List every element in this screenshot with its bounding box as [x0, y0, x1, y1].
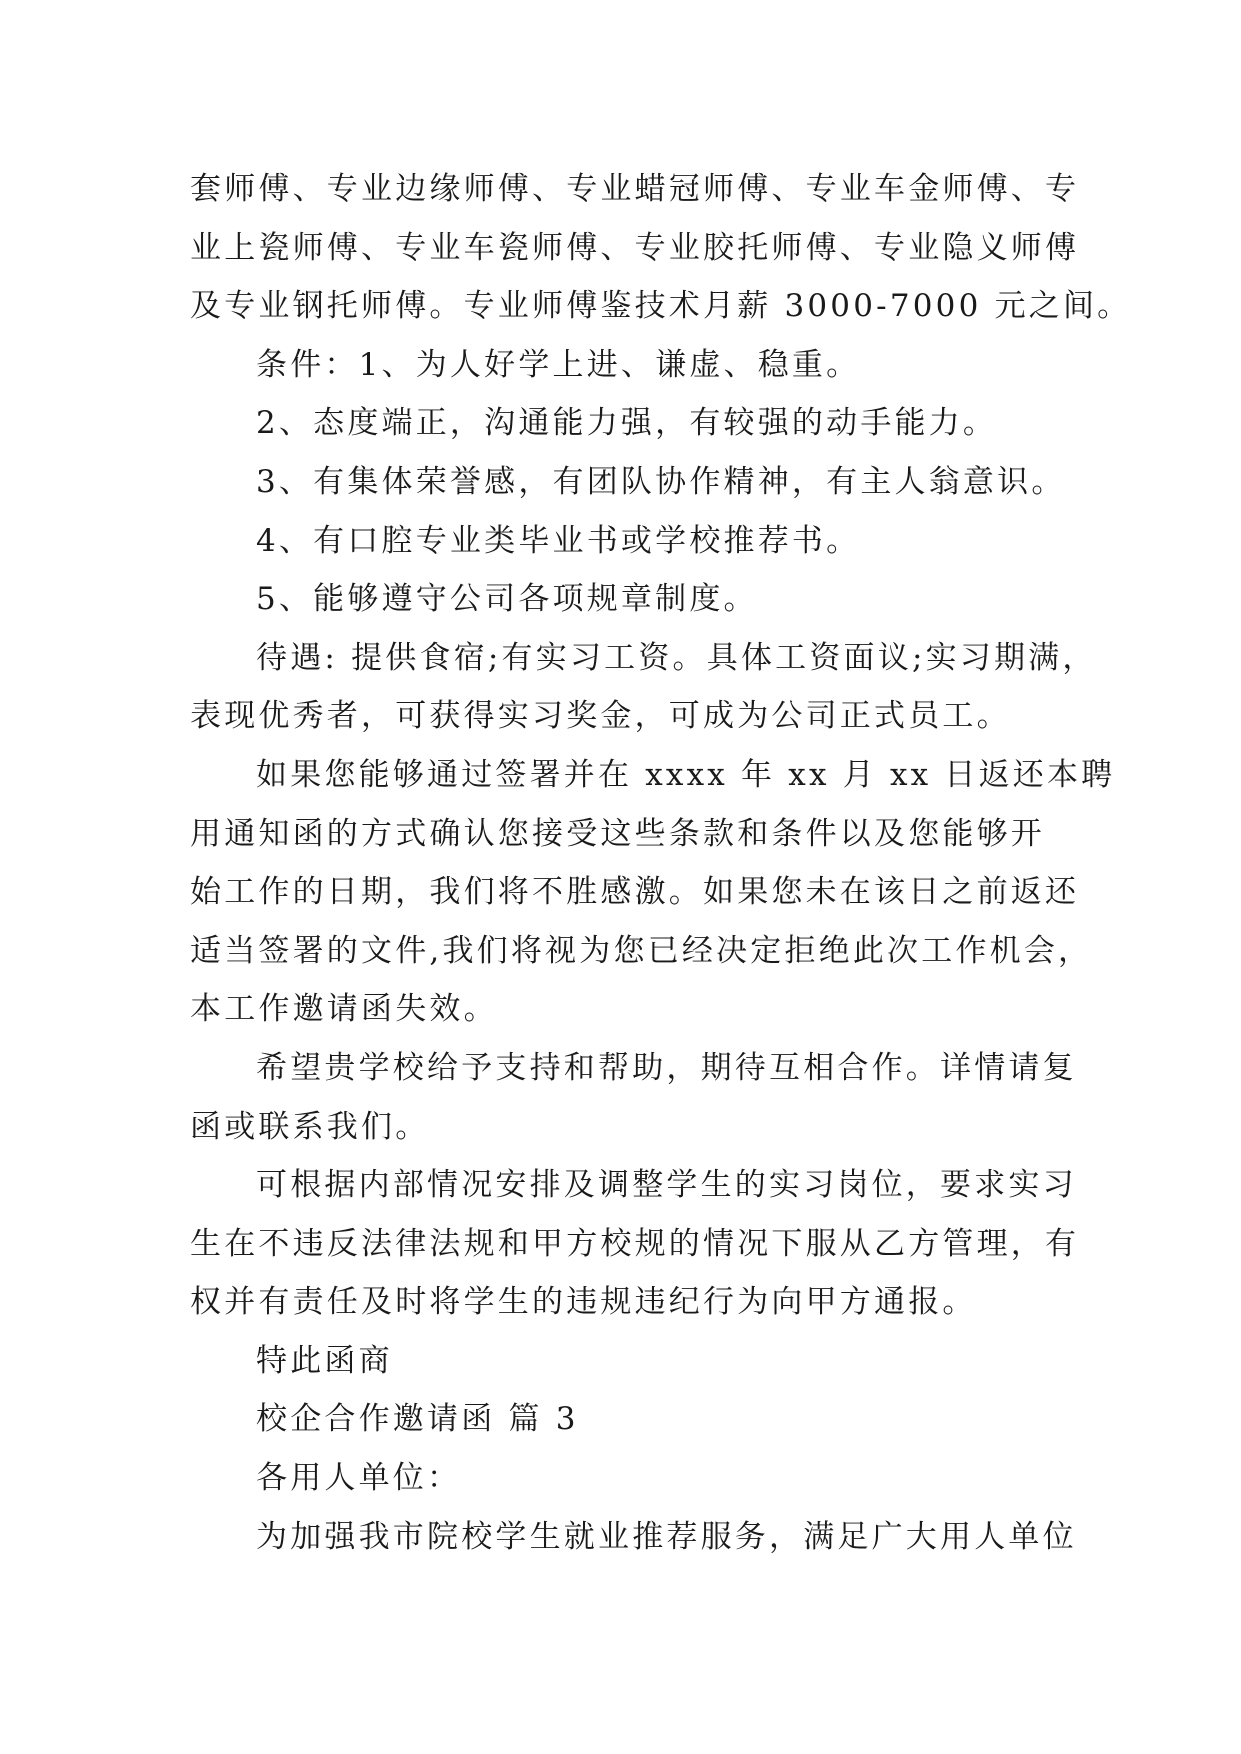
text-line: 可根据内部情况安排及调整学生的实习岗位，要求实习	[256, 1167, 1077, 1204]
text-line: 本工作邀请函失效。	[190, 991, 498, 1028]
text-line: 条件：1、为人好学上进、谦虚、稳重。	[256, 346, 861, 383]
text-line: 3、有集体荣誉感，有团队协作精神，有主人翁意识。	[256, 463, 1066, 500]
text-line: 始工作的日期，我们将不胜感激。如果您未在该日之前返还	[190, 874, 1080, 911]
text-line: 业上瓷师傅、专业车瓷师傅、专业胶托师傅、专业隐义师傅	[190, 229, 1080, 266]
text-line: 生在不违反法律法规和甲方校规的情况下服从乙方管理，有	[190, 1225, 1080, 1262]
text-line: 5、能够遵守公司各项规章制度。	[256, 581, 758, 618]
text-line: 如果您能够通过签署并在 xxxx 年 xx 月 xx 日返还本聘	[256, 756, 1116, 793]
text-line: 特此函商	[256, 1342, 393, 1379]
text-line: 适当签署的文件,我们将视为您已经决定拒绝此次工作机会，	[190, 932, 1093, 969]
text-line: 校企合作邀请函 篇 3	[256, 1401, 579, 1438]
document-body	[190, 160, 1132, 1566]
text-line: 及专业钢托师傅。专业师傅鉴技术月薪 3000-7000 元之间。	[190, 288, 1132, 325]
text-line: 套师傅、专业边缘师傅、专业蜡冠师傅、专业车金师傅、专	[190, 171, 1080, 207]
text-line: 函或联系我们。	[190, 1108, 430, 1145]
text-line: 待遇: 提供食宿;有实习工资。具体工资面议;实习期满，	[256, 639, 1097, 676]
text-line: 4、有口腔专业类毕业书或学校推荐书。	[256, 522, 861, 559]
text-line: 权并有责任及时将学生的违规违纪行为向甲方通报。	[190, 1284, 977, 1321]
text-line: 为加强我市院校学生就业推荐服务，满足广大用人单位	[256, 1518, 1077, 1555]
text-line: 2、态度端正，沟通能力强，有较强的动手能力。	[256, 405, 998, 442]
text-line: 用通知函的方式确认您接受这些条款和条件以及您能够开	[190, 815, 1045, 852]
text-line: 表现优秀者，可获得实习奖金，可成为公司正式员工。	[190, 698, 1011, 735]
text-line: 各用人单位：	[256, 1460, 462, 1497]
text-line: 希望贵学校给予支持和帮助，期待互相合作。详情请复	[256, 1049, 1077, 1086]
